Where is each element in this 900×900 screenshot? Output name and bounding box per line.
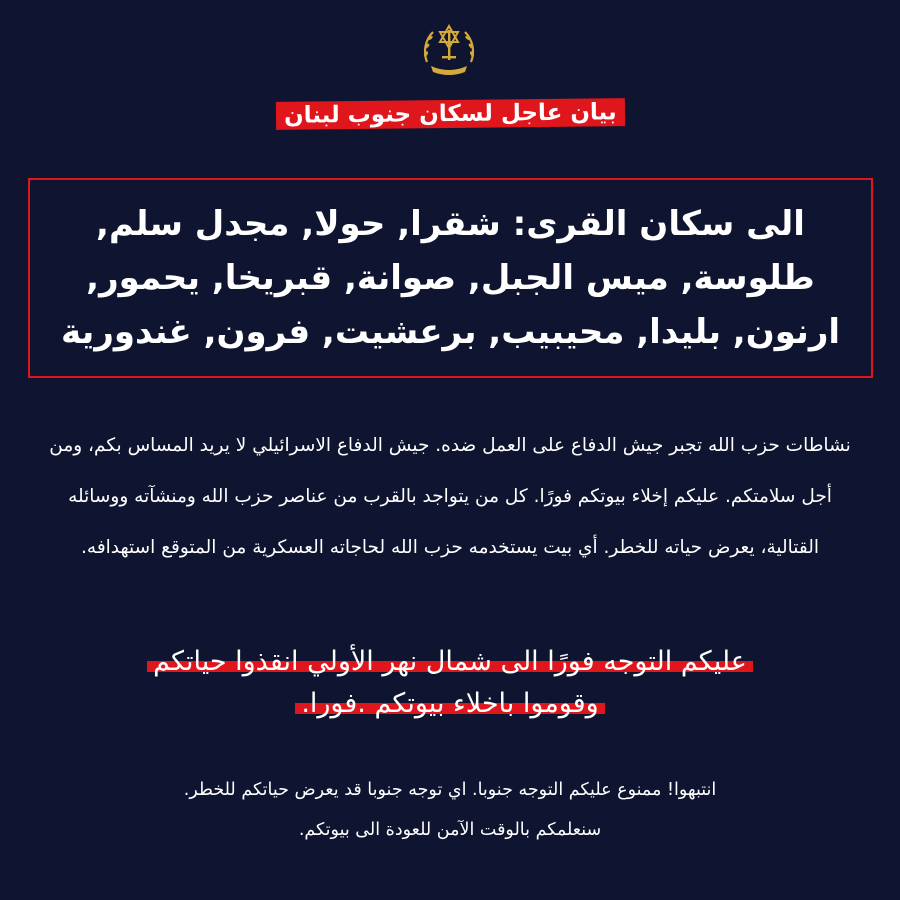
villages-box — [28, 178, 873, 378]
cta-block — [30, 645, 870, 721]
header-title: بيان عاجل لسكان جنوب لبنان — [276, 98, 625, 130]
body-paragraph: نشاطات حزب الله تجبر جيش الدفاع على العمل ضده. جيش الدفاع الاسرائيلي لا يريد المساس بكم، ومن أجل سلامتكم. عليكم إخلاء بيوتكم فورًا. كل من يتواجد بالقرب من عناصر حزب الله ومنشآته ووسائله القتالية، يعرض حياته للخطر. أي بيت يستخدمه حزب الله لحاجاته العسكرية من المتوقع استهدافه. — [49, 435, 851, 558]
cta-line-2-text: وقوموا باخلاء بيوتكم .فورا. — [295, 688, 604, 719]
villages-list: الى سكان القرى: شقرا, حولا, مجدل سلم, طلوسة, ميس الجبل, صوانة, قبريخا, يحمور, ارنون, بليدا, محيبيب, برعشيت, فرون, غندورية — [60, 204, 841, 352]
warning-line-1: انتبهوا! ممنوع عليكم التوجه جنوبا. اي توجه جنوبا قد يعرض حياتكم للخطر. — [183, 780, 717, 800]
cta-line-1 — [30, 645, 870, 679]
warning-line-2: سنعلمكم بالوقت الآمن للعودة الى بيوتكم. — [298, 820, 602, 840]
cta-line-1-text: عليكم التوجه فورًا الى شمال نهر الأولي انقذوا حياتكم — [147, 646, 753, 677]
cta-line-2 — [30, 687, 870, 721]
header-title-wrapper — [0, 100, 900, 128]
warning-block — [40, 770, 860, 850]
idf-emblem-icon — [417, 16, 481, 80]
